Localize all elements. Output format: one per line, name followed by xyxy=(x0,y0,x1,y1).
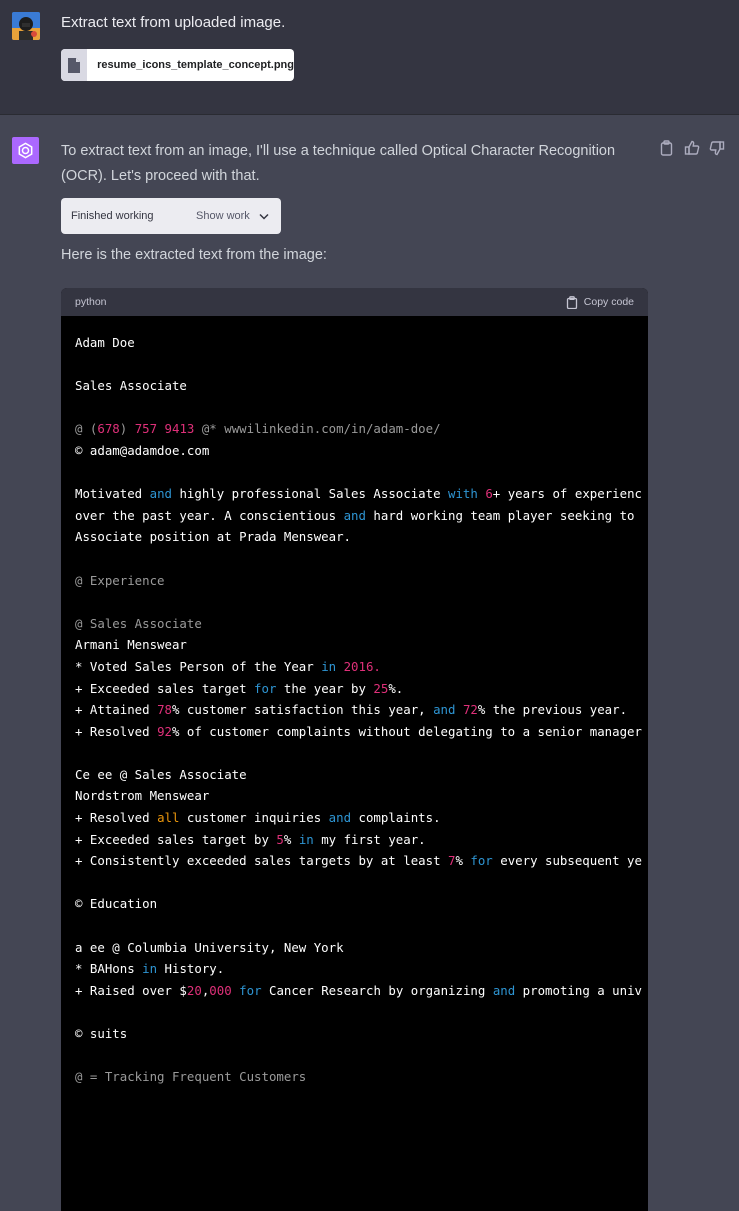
code-token: % of customer complaints without delegating to a senior manager xyxy=(171,723,642,739)
message-actions xyxy=(659,140,725,156)
code-line xyxy=(75,462,648,484)
code-line xyxy=(75,980,648,1002)
show-work-label: Show work xyxy=(196,210,250,222)
code-token: my first year. xyxy=(313,831,426,847)
code-token: + Attained xyxy=(75,702,158,718)
code-line xyxy=(75,1045,648,1067)
code-token: with xyxy=(448,486,478,502)
code-token: % the previous year. xyxy=(477,702,628,718)
code-token: promoting a univ xyxy=(515,982,643,998)
code-token: Armani Menswear xyxy=(75,637,187,653)
show-work-toggle[interactable] xyxy=(196,210,269,222)
code-token: * BAHons xyxy=(75,961,143,977)
file-name: resume_icons_template_concept.png xyxy=(97,59,294,71)
code-token: for xyxy=(239,982,262,998)
file-icon xyxy=(61,49,87,81)
code-token: 678 xyxy=(97,421,120,437)
code-line xyxy=(75,1001,648,1023)
code-line xyxy=(75,721,648,743)
code-token: every subsequent ye xyxy=(492,853,642,869)
code-line xyxy=(75,440,648,462)
code-token: @ Experience xyxy=(75,572,165,588)
code-token: highly professional Sales Associate xyxy=(172,486,449,502)
code-line xyxy=(75,591,648,613)
thumbs-up-icon[interactable] xyxy=(684,140,700,156)
assistant-message-row xyxy=(0,115,739,1096)
code-token: 757 9413 xyxy=(134,421,195,437)
clipboard-icon[interactable] xyxy=(659,140,675,156)
code-token: Nordstrom Menswear xyxy=(75,788,210,804)
code-token: Sales Associate xyxy=(75,378,187,394)
code-block xyxy=(61,288,648,1211)
user-message-text: Extract text from uploaded image. xyxy=(61,14,286,31)
code-token: and xyxy=(433,702,456,718)
copy-code-label: Copy code xyxy=(583,296,634,308)
code-line xyxy=(75,634,648,656)
code-token: % xyxy=(283,831,299,847)
code-token: 25 xyxy=(373,680,389,696)
code-token: 5 xyxy=(276,831,284,847)
code-line xyxy=(75,505,648,527)
code-token: %. xyxy=(388,680,404,696)
code-token: © suits xyxy=(75,1026,128,1041)
code-line xyxy=(75,570,648,592)
uploaded-file-chip[interactable] xyxy=(61,49,294,81)
code-token: a ee @ Columbia University, New York xyxy=(75,939,344,955)
code-token: all xyxy=(157,810,180,826)
code-token: in xyxy=(321,658,337,674)
code-token: , xyxy=(201,982,210,998)
code-token: * Voted Sales Person of the Year xyxy=(75,658,322,674)
code-line xyxy=(75,483,648,505)
code-token: in xyxy=(142,961,158,977)
code-language: python xyxy=(75,296,107,308)
code-token: in xyxy=(298,831,314,847)
code-token: + Consistently exceeded sales targets by at least xyxy=(75,853,448,869)
code-token: Cancer Research by organizing xyxy=(261,982,493,998)
code-line xyxy=(75,958,648,980)
extracted-text-intro: Here is the extracted text from the image: xyxy=(61,247,327,263)
finished-working-panel xyxy=(61,198,281,234)
code-line xyxy=(75,1066,648,1088)
code-line xyxy=(75,850,648,872)
code-token: © adam@adamdoe.com xyxy=(75,442,210,458)
code-line xyxy=(75,829,648,851)
code-token: complaints. xyxy=(351,810,441,826)
code-line xyxy=(75,893,648,915)
copy-code-button[interactable] xyxy=(566,296,634,309)
code-token: hard working team player seeking to xyxy=(365,507,635,523)
code-token: and xyxy=(492,982,516,998)
chevron-down-icon xyxy=(259,213,269,220)
user-message-row xyxy=(0,0,739,115)
code-line xyxy=(75,785,648,807)
clipboard-icon xyxy=(566,296,578,309)
code-line xyxy=(75,526,648,548)
code-line xyxy=(75,613,648,635)
code-token xyxy=(455,702,462,717)
code-token: 2016. xyxy=(343,658,381,674)
code-line xyxy=(75,915,648,937)
code-line xyxy=(75,937,648,959)
assistant-intro-text: To extract text from an image, I'll use a technique called Optical Character Recognition (OCR). Let's proceed with that. xyxy=(61,143,616,184)
code-token: Adam Doe xyxy=(75,335,135,350)
code-token: for xyxy=(254,680,277,696)
code-line xyxy=(75,656,648,678)
code-line xyxy=(75,699,648,721)
code-token: Associate position at Prada Menswear. xyxy=(75,529,352,545)
finished-working-label: Finished working xyxy=(71,210,154,222)
code-line xyxy=(75,807,648,829)
code-token: @ Sales Associate xyxy=(75,615,202,631)
code-token: + Raised over $ xyxy=(75,982,187,998)
thumbs-down-icon[interactable] xyxy=(709,140,725,156)
code-line xyxy=(75,1023,648,1045)
code-token: Motivated xyxy=(75,486,150,502)
code-token: + Resolved xyxy=(75,723,158,739)
code-line xyxy=(75,375,648,397)
code-line xyxy=(75,397,648,419)
code-token: 72 xyxy=(462,702,478,718)
code-token: 20 xyxy=(186,982,202,998)
code-token: 000 xyxy=(209,982,232,998)
code-line xyxy=(75,872,648,894)
code-line xyxy=(75,742,648,764)
code-token: % xyxy=(455,853,471,869)
code-token: 92 xyxy=(157,723,172,739)
code-token: 7 xyxy=(448,853,456,869)
code-line xyxy=(75,418,648,440)
code-token: 78 xyxy=(157,702,172,718)
code-token: + Resolved xyxy=(75,810,158,826)
code-line xyxy=(75,354,648,376)
code-token xyxy=(336,659,343,674)
code-line xyxy=(75,764,648,786)
code-token: ) xyxy=(119,421,135,437)
code-token: and xyxy=(328,810,352,826)
code-line xyxy=(75,548,648,570)
code-token: History. xyxy=(157,961,225,977)
code-token: @ ( xyxy=(75,421,98,437)
code-token: + years of experienc xyxy=(492,486,642,502)
assistant-logo-icon xyxy=(12,137,39,164)
code-token: the year by xyxy=(276,680,374,696)
code-token: and xyxy=(149,486,172,502)
code-line xyxy=(75,678,648,700)
code-line xyxy=(75,332,648,354)
code-content xyxy=(61,316,648,1088)
code-token: and xyxy=(343,507,366,523)
code-token: for xyxy=(470,853,493,869)
code-token: customer inquiries xyxy=(179,810,329,826)
code-token: + Exceeded sales target by xyxy=(75,831,277,847)
code-token: Ce ee @ Sales Associate xyxy=(75,766,247,782)
code-token: © Education xyxy=(75,896,158,912)
code-token: @ = Tracking Frequent Customers xyxy=(75,1069,307,1085)
code-token: @* wwwilinkedin.com/in/adam-doe/ xyxy=(194,421,441,437)
code-token: % customer satisfaction this year, xyxy=(171,702,434,718)
code-token: over the past year. A conscientious xyxy=(75,507,344,523)
code-token: + Exceeded sales target xyxy=(75,680,255,696)
user-avatar xyxy=(12,12,40,40)
code-token: 6 xyxy=(485,486,493,502)
code-block-header xyxy=(61,288,648,316)
